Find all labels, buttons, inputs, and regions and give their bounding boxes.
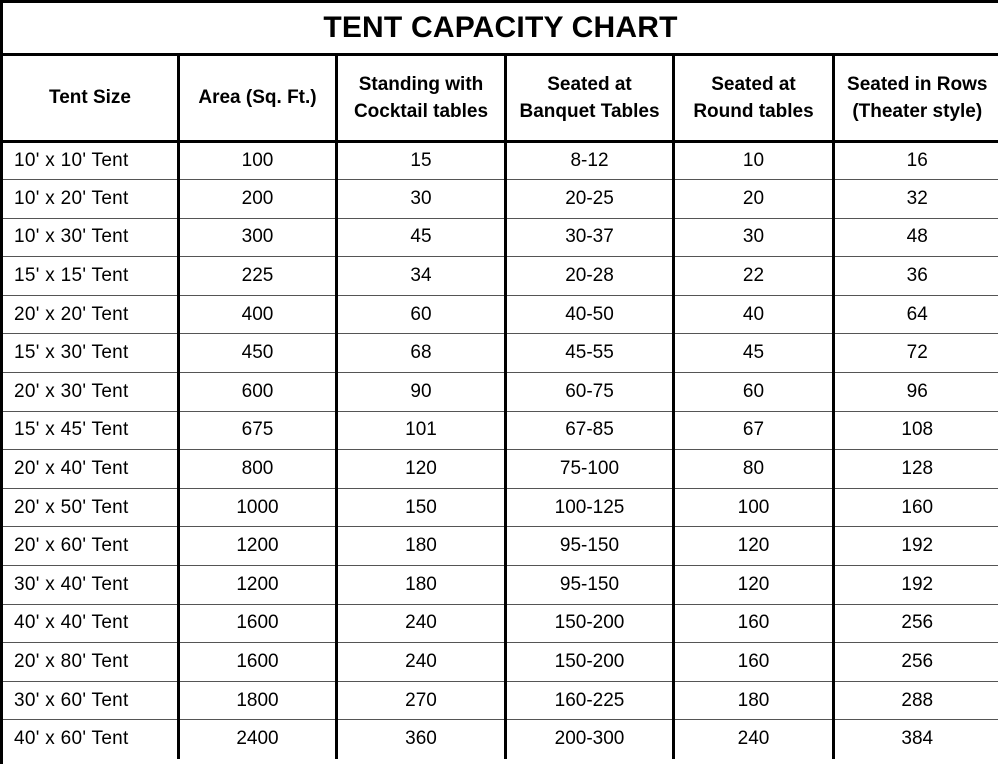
cell-tent-size: 15' x 45' Tent: [2, 411, 179, 450]
cell-round: 80: [674, 450, 834, 489]
cell-banquet: 20-28: [506, 257, 674, 296]
cell-standing: 101: [337, 411, 506, 450]
header-seated-theater: Seated in Rows (Theater style): [834, 56, 998, 141]
cell-tent-size: 20' x 40' Tent: [2, 450, 179, 489]
cell-area: 1000: [179, 488, 337, 527]
cell-area: 2400: [179, 720, 337, 759]
cell-standing: 360: [337, 720, 506, 759]
cell-area: 675: [179, 411, 337, 450]
table-row: [2, 643, 998, 682]
cell-theater: 96: [834, 373, 998, 412]
header-tent-size: Tent Size: [2, 56, 179, 141]
table-row: [2, 527, 998, 566]
cell-area: 100: [179, 141, 337, 180]
cell-area: 1200: [179, 566, 337, 605]
cell-banquet: 30-37: [506, 218, 674, 257]
cell-banquet: 150-200: [506, 604, 674, 643]
cell-theater: 256: [834, 643, 998, 682]
cell-round: 120: [674, 527, 834, 566]
cell-tent-size: 10' x 20' Tent: [2, 180, 179, 219]
cell-theater: 160: [834, 488, 998, 527]
cell-banquet: 95-150: [506, 566, 674, 605]
cell-standing: 240: [337, 643, 506, 682]
cell-standing: 60: [337, 295, 506, 334]
cell-standing: 270: [337, 681, 506, 720]
cell-standing: 120: [337, 450, 506, 489]
cell-round: 30: [674, 218, 834, 257]
cell-banquet: 20-25: [506, 180, 674, 219]
cell-round: 120: [674, 566, 834, 605]
cell-banquet: 95-150: [506, 527, 674, 566]
cell-banquet: 67-85: [506, 411, 674, 450]
table-row: [2, 218, 998, 257]
cell-round: 22: [674, 257, 834, 296]
cell-banquet: 60-75: [506, 373, 674, 412]
cell-theater: 72: [834, 334, 998, 373]
cell-round: 10: [674, 141, 834, 180]
cell-standing: 45: [337, 218, 506, 257]
table-row: [2, 488, 998, 527]
cell-round: 40: [674, 295, 834, 334]
cell-banquet: 40-50: [506, 295, 674, 334]
cell-tent-size: 20' x 30' Tent: [2, 373, 179, 412]
cell-round: 160: [674, 604, 834, 643]
cell-tent-size: 20' x 60' Tent: [2, 527, 179, 566]
table-row: [2, 566, 998, 605]
cell-round: 20: [674, 180, 834, 219]
cell-theater: 288: [834, 681, 998, 720]
table-row: [2, 604, 998, 643]
cell-area: 1200: [179, 527, 337, 566]
cell-theater: 108: [834, 411, 998, 450]
header-seated-banquet: Seated at Banquet Tables: [506, 56, 674, 141]
cell-round: 180: [674, 681, 834, 720]
header-standing-cocktail: Standing with Cocktail tables: [337, 56, 506, 141]
header-area: Area (Sq. Ft.): [179, 56, 337, 141]
cell-theater: 36: [834, 257, 998, 296]
chart-title: TENT CAPACITY CHART: [3, 3, 998, 56]
cell-round: 160: [674, 643, 834, 682]
cell-standing: 90: [337, 373, 506, 412]
cell-theater: 384: [834, 720, 998, 759]
header-row: [2, 56, 998, 141]
cell-theater: 48: [834, 218, 998, 257]
table-row: [2, 180, 998, 219]
cell-area: 200: [179, 180, 337, 219]
cell-standing: 180: [337, 566, 506, 605]
cell-area: 225: [179, 257, 337, 296]
capacity-table: [0, 56, 998, 759]
table-body: [2, 141, 998, 759]
table-row: [2, 450, 998, 489]
cell-standing: 30: [337, 180, 506, 219]
cell-standing: 150: [337, 488, 506, 527]
cell-banquet: 45-55: [506, 334, 674, 373]
cell-banquet: 200-300: [506, 720, 674, 759]
table-row: [2, 257, 998, 296]
cell-round: 45: [674, 334, 834, 373]
cell-round: 67: [674, 411, 834, 450]
cell-theater: 16: [834, 141, 998, 180]
cell-tent-size: 15' x 15' Tent: [2, 257, 179, 296]
cell-standing: 240: [337, 604, 506, 643]
cell-area: 400: [179, 295, 337, 334]
cell-banquet: 75-100: [506, 450, 674, 489]
cell-tent-size: 10' x 10' Tent: [2, 141, 179, 180]
cell-theater: 32: [834, 180, 998, 219]
cell-tent-size: 30' x 60' Tent: [2, 681, 179, 720]
cell-area: 1600: [179, 643, 337, 682]
table-row: [2, 141, 998, 180]
cell-theater: 256: [834, 604, 998, 643]
table-row: [2, 681, 998, 720]
cell-theater: 128: [834, 450, 998, 489]
cell-round: 60: [674, 373, 834, 412]
cell-tent-size: 20' x 20' Tent: [2, 295, 179, 334]
cell-theater: 192: [834, 566, 998, 605]
cell-tent-size: 10' x 30' Tent: [2, 218, 179, 257]
cell-standing: 68: [337, 334, 506, 373]
table-row: [2, 411, 998, 450]
cell-theater: 64: [834, 295, 998, 334]
cell-tent-size: 20' x 80' Tent: [2, 643, 179, 682]
cell-banquet: 100-125: [506, 488, 674, 527]
cell-area: 800: [179, 450, 337, 489]
cell-banquet: 160-225: [506, 681, 674, 720]
table-row: [2, 373, 998, 412]
cell-standing: 34: [337, 257, 506, 296]
header-seated-round: Seated at Round tables: [674, 56, 834, 141]
cell-tent-size: 30' x 40' Tent: [2, 566, 179, 605]
cell-area: 600: [179, 373, 337, 412]
cell-banquet: 150-200: [506, 643, 674, 682]
cell-round: 240: [674, 720, 834, 759]
cell-theater: 192: [834, 527, 998, 566]
table-row: [2, 295, 998, 334]
cell-tent-size: 40' x 60' Tent: [2, 720, 179, 759]
cell-round: 100: [674, 488, 834, 527]
cell-standing: 15: [337, 141, 506, 180]
table-row: [2, 720, 998, 759]
cell-tent-size: 15' x 30' Tent: [2, 334, 179, 373]
cell-area: 1800: [179, 681, 337, 720]
table-row: [2, 334, 998, 373]
cell-tent-size: 40' x 40' Tent: [2, 604, 179, 643]
cell-area: 450: [179, 334, 337, 373]
cell-standing: 180: [337, 527, 506, 566]
cell-tent-size: 20' x 50' Tent: [2, 488, 179, 527]
cell-area: 1600: [179, 604, 337, 643]
cell-banquet: 8-12: [506, 141, 674, 180]
cell-area: 300: [179, 218, 337, 257]
